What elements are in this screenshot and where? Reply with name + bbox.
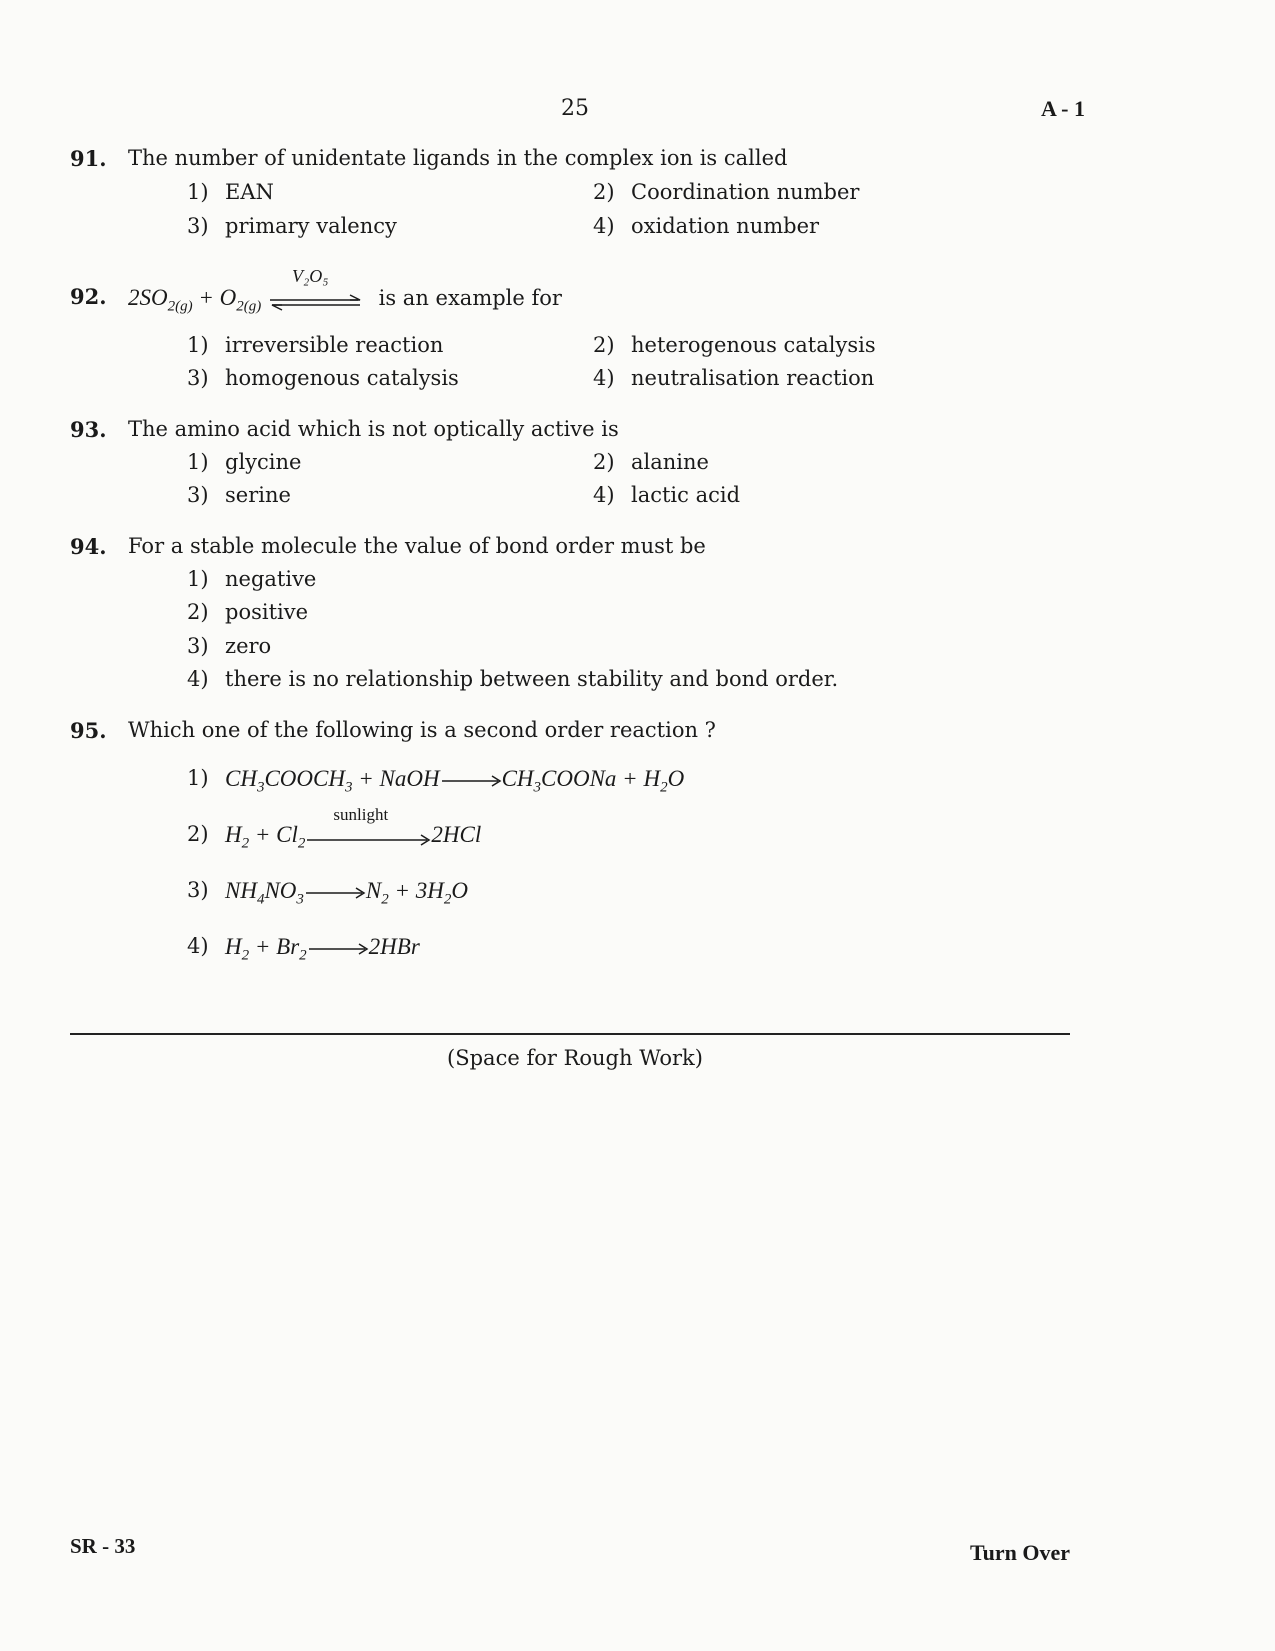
question-text: For a stable molecule the value of bond order must be [128, 534, 706, 558]
page-number: 25 [561, 96, 589, 121]
option-95-1: 1) $CH_3COOCH_3$ + NaOH $CH_3COONa + H_2O$ [187, 766, 685, 796]
footer-code: SR - 33 [70, 1534, 136, 1558]
option-91-1: 1) EAN [187, 180, 274, 204]
divider-rule [70, 1033, 1070, 1035]
reaction-2: $H_2 + Cl_2$ [225, 822, 306, 852]
reaction-4: $H_2 + Br_2$ [225, 934, 307, 964]
option-92-4: 4) neutralisation reaction [593, 366, 875, 390]
option-94-4: 4) there is no relationship between stability and bond order. [187, 667, 839, 691]
rough-work-label: (Space for Rough Work) [447, 1046, 703, 1070]
option-94-1: 1) negative [187, 567, 317, 591]
option-93-2: 2) alanine [593, 450, 709, 474]
reaction-1: $CH_3COOCH_3$ + NaOH [225, 766, 440, 796]
question-number: 91. [70, 146, 107, 171]
sunlight-arrow [305, 804, 431, 847]
reaction-arrow-icon [304, 886, 366, 900]
option-92-1: 1) irreversible reaction [187, 333, 444, 357]
double-arrow-icon [268, 290, 364, 320]
equilibrium-arrow [268, 266, 364, 314]
option-93-4: 4) lactic acid [593, 483, 741, 507]
reaction-3: $NH_4NO_3$ [225, 878, 304, 908]
option-93-3: 3) serine [187, 483, 291, 507]
option-92-2: 2) heterogenous catalysis [593, 333, 876, 357]
question-text: The amino acid which is not optically active is [128, 417, 619, 441]
question-equation: $2SO_{2(g)} + O_{2(g)}$ V₂O₅ is an example for [128, 284, 562, 315]
arrow-label: sunlight [333, 804, 389, 824]
question-number: 92. [70, 284, 107, 309]
option-95-4: 4) $H_2 + Br_2$ 2HBr [187, 934, 420, 964]
option-91-2: 2) Coordination number [593, 180, 860, 204]
question-text: Which one of the following is a second order reaction ? [128, 718, 716, 742]
option-95-3: 3) $NH_4NO_3$ $N_2 + 3H_2O$ [187, 878, 469, 908]
option-92-3: 3) homogenous catalysis [187, 366, 459, 390]
catalyst-label: V₂O₅ [291, 266, 329, 286]
question-text: The number of unidentate ligands in the complex ion is called [128, 146, 788, 170]
question-text: is an example for [378, 285, 562, 310]
question-number: 93. [70, 417, 107, 442]
turn-over-label: Turn Over [969, 1540, 1070, 1565]
option-94-2: 2) positive [187, 600, 309, 624]
option-93-1: 1) glycine [187, 450, 302, 474]
question-number: 95. [70, 718, 107, 743]
reaction-arrow-icon [307, 942, 369, 956]
option-95-2: 2) $H_2 + Cl_2$ sunlight 2HCl [187, 804, 482, 852]
reaction-arrow-icon [305, 833, 431, 847]
paper-code: A - 1 [1041, 96, 1085, 121]
reaction-arrow-icon [440, 774, 502, 788]
option-94-3: 3) zero [187, 634, 272, 658]
question-number: 94. [70, 534, 107, 559]
option-91-3: 3) primary valency [187, 214, 397, 238]
option-91-4: 4) oxidation number [593, 214, 820, 238]
